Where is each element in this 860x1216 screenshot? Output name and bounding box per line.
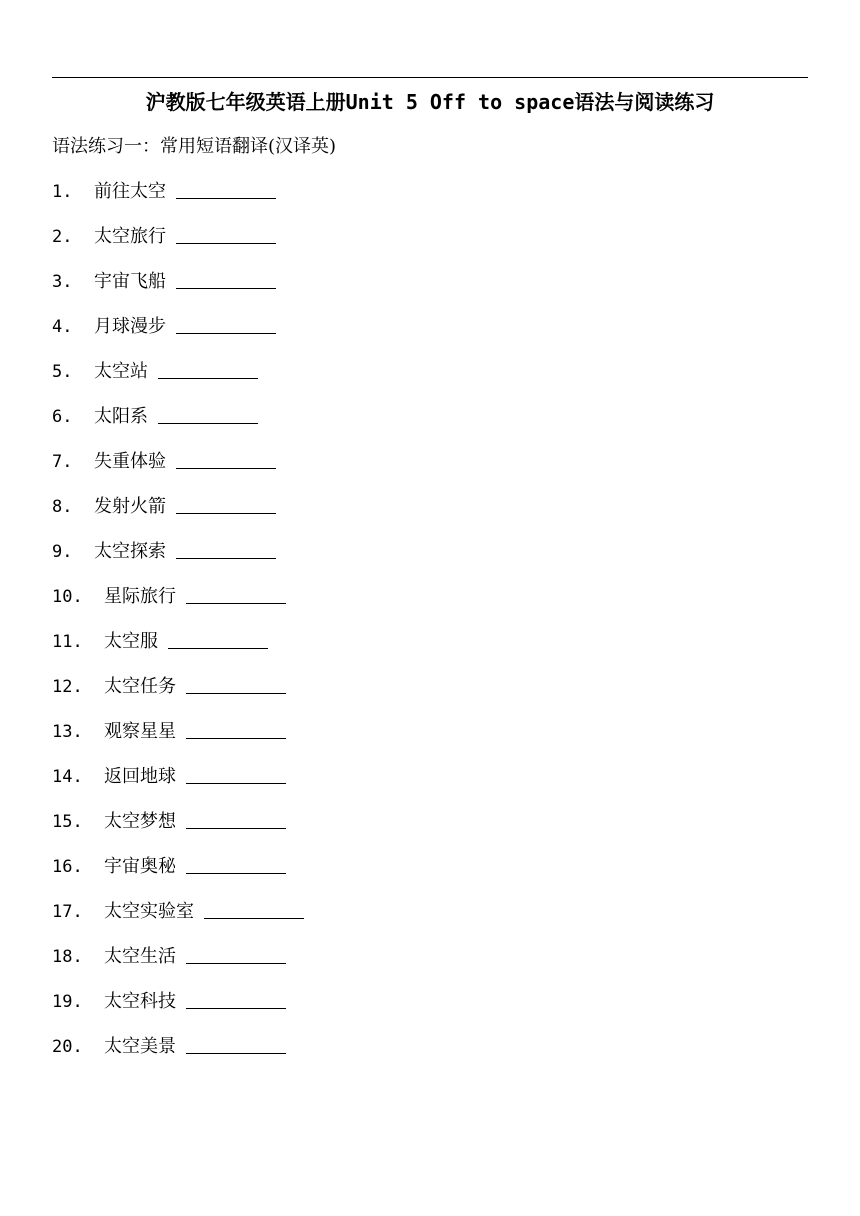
exercise-item [52, 223, 304, 268]
answer-blank[interactable] [186, 853, 286, 874]
item-phrase: 观察星星 [104, 721, 176, 742]
exercise-item [52, 1033, 304, 1078]
header-rule [52, 77, 808, 78]
document-title: 沪教版七年级英语上册Unit 5 Off to space语法与阅读练习 [145, 90, 715, 114]
exercise-item [52, 763, 304, 808]
answer-blank[interactable] [176, 493, 276, 514]
answer-blank[interactable] [158, 358, 258, 379]
exercise-item [52, 673, 304, 718]
exercise-item [52, 853, 304, 898]
exercise-item [52, 988, 304, 1033]
item-number: 8. [52, 497, 73, 517]
answer-blank[interactable] [176, 178, 276, 199]
answer-blank[interactable] [186, 808, 286, 829]
exercise-item [52, 403, 304, 448]
item-number: 2. [52, 227, 73, 247]
answer-blank[interactable] [176, 538, 276, 559]
item-phrase: 月球漫步 [94, 316, 166, 337]
answer-blank[interactable] [176, 313, 276, 334]
item-number: 10. [52, 587, 83, 607]
item-phrase: 宇宙奥秘 [104, 856, 176, 877]
answer-blank[interactable] [176, 268, 276, 289]
item-number: 19. [52, 992, 83, 1012]
exercise-item [52, 808, 304, 853]
item-phrase: 星际旅行 [104, 586, 176, 607]
item-phrase: 失重体验 [94, 451, 166, 472]
item-phrase: 太空科技 [104, 991, 176, 1012]
item-phrase: 太空任务 [104, 676, 176, 697]
exercise-item [52, 358, 304, 403]
item-phrase: 太空服 [104, 631, 158, 652]
item-number: 11. [52, 632, 83, 652]
item-phrase: 太阳系 [94, 406, 148, 427]
item-number: 7. [52, 452, 73, 472]
item-number: 6. [52, 407, 73, 427]
item-number: 14. [52, 767, 83, 787]
exercise-item [52, 268, 304, 313]
answer-blank[interactable] [186, 1033, 286, 1054]
answer-blank[interactable] [186, 583, 286, 604]
answer-blank[interactable] [158, 403, 258, 424]
answer-blank[interactable] [186, 718, 286, 739]
item-phrase: 太空站 [94, 361, 148, 382]
item-number: 5. [52, 362, 73, 382]
item-number: 3. [52, 272, 73, 292]
exercise-item [52, 943, 304, 988]
item-number: 12. [52, 677, 83, 697]
item-phrase: 太空实验室 [104, 901, 194, 922]
exercise-item [52, 313, 304, 358]
item-number: 9. [52, 542, 73, 562]
item-phrase: 太空旅行 [94, 226, 166, 247]
item-phrase: 宇宙飞船 [94, 271, 166, 292]
exercise-item [52, 538, 304, 583]
exercise-item [52, 583, 304, 628]
item-number: 20. [52, 1037, 83, 1057]
item-number: 16. [52, 857, 83, 877]
item-phrase: 太空探索 [94, 541, 166, 562]
item-phrase: 太空梦想 [104, 811, 176, 832]
exercise-item [52, 718, 304, 763]
exercise-item [52, 448, 304, 493]
item-phrase: 发射火箭 [94, 496, 166, 517]
item-phrase: 返回地球 [104, 766, 176, 787]
answer-blank[interactable] [186, 943, 286, 964]
answer-blank[interactable] [168, 628, 268, 649]
exercise-item [52, 628, 304, 673]
item-number: 15. [52, 812, 83, 832]
exercise-item [52, 493, 304, 538]
item-number: 17. [52, 902, 83, 922]
item-phrase: 太空美景 [104, 1036, 176, 1057]
item-phrase: 前往太空 [94, 181, 166, 202]
answer-blank[interactable] [176, 448, 276, 469]
answer-blank[interactable] [186, 763, 286, 784]
item-number: 4. [52, 317, 73, 337]
item-number: 1. [52, 182, 73, 202]
answer-blank[interactable] [204, 898, 304, 919]
section-heading: 语法练习一：常用短语翻译(汉译英) [52, 136, 337, 157]
item-number: 18. [52, 947, 83, 967]
answer-blank[interactable] [186, 988, 286, 1009]
exercise-item [52, 898, 304, 943]
answer-blank[interactable] [176, 223, 276, 244]
item-phrase: 太空生活 [104, 946, 176, 967]
item-number: 13. [52, 722, 83, 742]
answer-blank[interactable] [186, 673, 286, 694]
exercise-list [52, 178, 304, 1078]
exercise-item [52, 178, 304, 223]
